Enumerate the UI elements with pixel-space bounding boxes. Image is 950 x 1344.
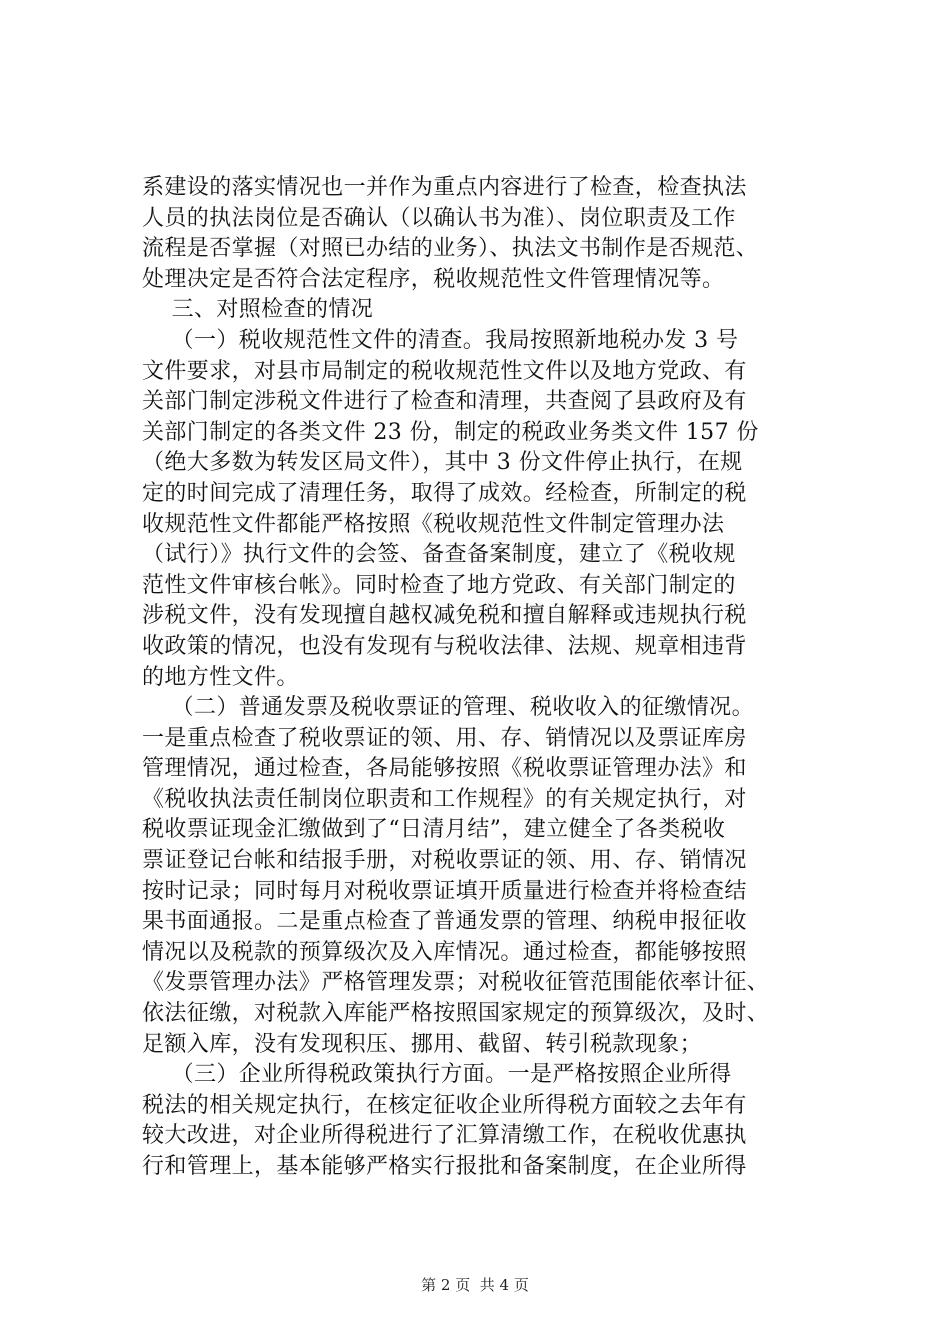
text-line: 三、对照检查的情况: [142, 297, 374, 323]
text-line: 关部门制定涉税文件进行了检查和清理，共查阅了县政府及有: [142, 389, 747, 415]
text-line: 依法征缴，对税款入库能严格按照国家规定的预算级次，及时、: [142, 1001, 770, 1027]
text-line: 流程是否掌握（对照已办结的业务）、执法文书制作是否规范、: [142, 236, 759, 262]
text-line: 范性文件审核台帐》。同时检查了地方党政、有关部门制定的: [142, 572, 736, 598]
page-footer: 第 2 页 共 4 页: [421, 1276, 529, 1294]
text-line: 文件要求，对县市局制定的税收规范性文件以及地方党政、有: [142, 358, 747, 384]
text-line: 足额入库，没有发现积压、挪用、截留、转引税款现象；: [142, 1031, 703, 1057]
text-line: 《发票管理办法》严格管理发票；对税收征管范围能依率计征、: [142, 970, 770, 996]
text-line: 情况以及税款的预算级次及入库情况。通过检查，都能够按照: [142, 939, 747, 965]
text-line: 一是重点检查了税收票证的领、用、存、销情况以及票证库房: [142, 725, 747, 751]
text-line: （一）税收规范性文件的清查。我局按照新地税办发 3 号: [142, 327, 739, 353]
text-line: 的地方性文件。: [142, 664, 299, 690]
body-text: [142, 173, 842, 1183]
text-line: 涉税文件，没有发现擅自越权减免税和擅自解释或违规执行税: [142, 603, 747, 629]
text-line: 收规范性文件都能严格按照《税收规范性文件制定管理办法: [142, 511, 725, 537]
text-line: 果书面通报。二是重点检查了普通发票的管理、纳税申报征收: [142, 909, 747, 935]
text-line: 税法的相关规定执行，在核定征收企业所得税方面较之去年有: [142, 1092, 747, 1118]
text-line: 票证登记台帐和结报手册，对税收票证的领、用、存、销情况: [142, 848, 747, 874]
text-line: 定的时间完成了清理任务，取得了成效。经检查，所制定的税: [142, 480, 747, 506]
text-line: （二）普通发票及税收票证的管理、税收收入的征缴情况。: [142, 695, 754, 721]
text-line: 按时记录；同时每月对税收票证填开质量进行检查并将检查结: [142, 878, 747, 904]
text-line: （试行）》执行文件的会签、备查备案制度，建立了《税收规: [142, 542, 736, 568]
text-line: 人员的执法岗位是否确认（以确认书为准）、岗位职责及工作: [142, 205, 736, 231]
text-line: （三）企业所得税政策执行方面。一是严格按照企业所得: [142, 1062, 732, 1088]
text-line: 行和管理上，基本能够严格实行报批和备案制度，在企业所得: [142, 1154, 747, 1179]
text-line: 较大改进，对企业所得税进行了汇算清缴工作，在税收优惠执: [142, 1123, 747, 1149]
text-line: （绝大多数为转发区局文件），其中 3 份文件停止执行，在规: [142, 450, 743, 476]
text-line: 收政策的情况，也没有发现有与税收法律、法规、规章相违背: [142, 633, 747, 659]
text-line: 《税收执法责任制岗位职责和工作规程》的有关规定执行，对: [142, 786, 747, 812]
text-line: 关部门制定的各类文件 23 份，制定的税政业务类文件 157 份: [142, 419, 759, 445]
text-line: 处理决定是否符合法定程序，税收规范性文件管理情况等。: [142, 266, 725, 292]
text-line: 系建设的落实情况也一并作为重点内容进行了检查，检查执法: [142, 175, 747, 200]
text-line: 管理情况，通过检查，各局能够按照《税收票证管理办法》和: [142, 756, 747, 782]
text-line: 税收票证现金汇缴做到了“日清月结”，建立健全了各类税收: [142, 817, 726, 843]
